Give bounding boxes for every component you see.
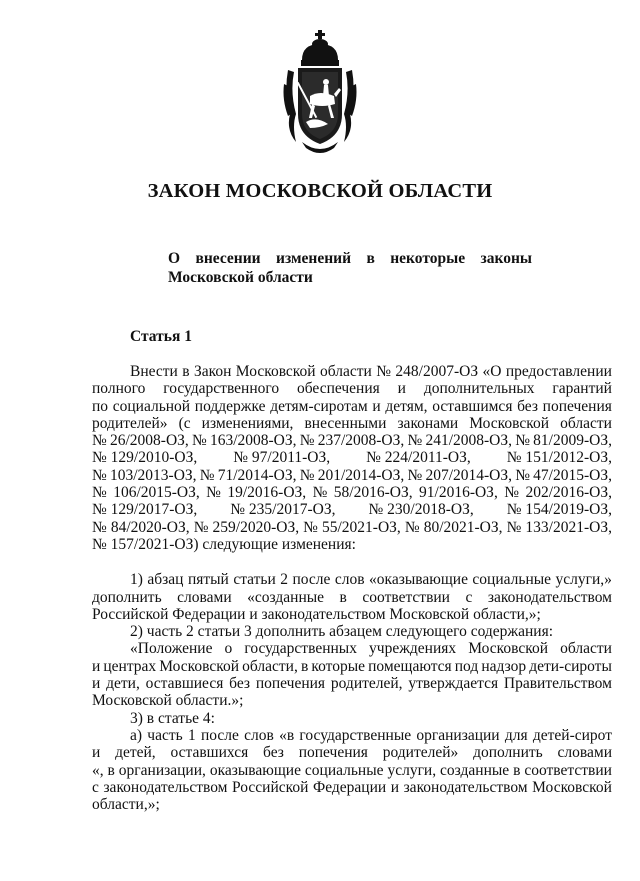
coat-of-arms-icon [282,30,358,156]
text-word: а) [130,726,143,744]
text-word: слов [334,571,365,589]
text-line [92,640,612,657]
text-line: № 157/2021-ОЗ) следующие изменения: [92,535,356,553]
text-word: словами [177,588,232,606]
subtitle-word: в [366,250,375,267]
text-line [92,571,612,588]
text-word: и [92,657,101,675]
article-body [92,363,612,813]
text-word: № [92,432,107,450]
text-word: Московской [532,778,612,796]
text-word: помещаются [368,657,452,675]
text-word: услуги,» [555,571,612,589]
text-line: Московской области.»; [92,692,244,710]
text-word: области [320,363,372,380]
text-word: № [404,518,420,536]
text-word: дополнительных [423,380,535,398]
text-word: в [339,588,347,606]
text-word: абзац [147,571,184,589]
text-word: 202/2016-ОЗ, [525,484,612,502]
text-word: № 151/2012-ОЗ, [506,449,612,467]
text-word: детей, [115,744,156,762]
text-word: и [92,675,101,693]
text-word: 1) [130,571,143,589]
text-word: дети, [106,675,140,693]
text-word: и [92,744,101,762]
subtitle-word: О [168,250,181,267]
paragraph-item-3a [92,727,612,813]
text-line [92,779,612,796]
text-word: оставшиеся [145,675,224,693]
text-word: слов [244,726,274,744]
text-word: № [299,432,315,450]
text-word: Правительством [503,675,612,693]
text-word: области [560,414,612,432]
text-line [92,589,612,606]
text-word: оставшимся [432,397,513,415]
text-word: родителей» [92,414,168,432]
text-word: № 97/2011-ОЗ, [233,449,331,467]
text-word: 201/2014-ОЗ, [317,466,405,484]
text-word: утверждается [408,675,499,693]
text-line [92,415,612,432]
paragraph-item-1 [92,571,612,623]
text-word: № [92,484,107,502]
text-word: под [454,657,479,675]
text-line [92,380,612,397]
text-word: по [92,397,109,415]
text-word: надзор [481,657,527,675]
text-word: организации, [118,761,206,779]
text-word: соответствии [524,761,612,779]
text-word: 241/2008-ОЗ, [425,432,512,450]
text-word: 103/2013-ОЗ, [109,466,197,484]
text-word: 71/2014-ОЗ, [217,466,297,484]
text-word: «О [482,363,502,380]
text-word: Московской [468,640,549,658]
text-line [92,363,612,380]
text-word: попечения [542,397,612,415]
text-word: № 129/2017-ОЗ, [92,501,198,519]
text-word: и [397,380,406,398]
law-subtitle [168,249,532,287]
text-word: дополнить [473,744,543,762]
text-word: № [199,466,215,484]
text-word: оставшихся [170,744,249,762]
text-word: попечения [255,675,326,693]
text-word: № [206,484,221,502]
text-word: организации [416,726,500,744]
text-word: 237/2008-ОЗ, [317,432,405,450]
text-word: «оказывающие [369,571,468,589]
item3a-lines [92,727,612,796]
paragraph-gap [92,553,612,571]
text-word: обеспечения [297,380,380,398]
text-word: № [515,432,530,450]
text-word: предоставлении [505,363,612,380]
text-word: 259/2020-ОЗ, [212,518,300,536]
subtitle-word: законы [480,250,532,267]
text-word: в [300,657,309,675]
text-word: социальные [304,761,384,779]
text-word: в [513,761,521,779]
text-word: с [92,778,99,796]
text-word: № 235/2017-ОЗ, [230,501,336,519]
text-word: услуги, [387,761,437,779]
text-word: после [200,726,239,744]
text-word: социальной [112,397,191,415]
text-line [92,744,612,761]
text-word: созданные [440,761,510,779]
text-word: 163/2008-ОЗ, [209,432,297,450]
text-word: центрах [103,657,157,675]
text-word: № 224/2011-ОЗ, [366,449,471,467]
text-word: внесенными [304,414,387,432]
text-word: детям, [385,397,428,415]
text-word: полного [92,380,146,398]
text-word: учреждениях [369,640,457,658]
text-word: в [182,363,190,380]
text-word: пятый [187,571,229,589]
text-word: 248/2007-ОЗ [395,363,479,380]
text-word: 55/2021-ОЗ, [322,518,401,536]
text-word: дополнить [92,588,162,606]
text-word: № [92,518,107,536]
text-line [92,484,612,501]
text-word: после [292,571,331,589]
text-word: Московской [235,363,316,380]
text-word: которые [311,657,365,675]
text-word: государственных [244,640,357,658]
text-word: «, [92,761,104,779]
text-word: законами [397,414,459,432]
paragraph-item-2: 2) часть 2 статьи 3 дополнить абзацем следующего содержания: [130,623,554,641]
text-word: 81/2009-ОЗ, [533,432,612,450]
text-word: области, [242,657,298,675]
text-word: Московской [469,414,550,432]
text-line [92,501,612,518]
text-word: 106/2015-ОЗ, [113,484,200,502]
paragraph-item-3: 3) в статье 4: [130,709,215,727]
text-word: и [390,778,400,796]
text-word: родителей, [330,675,403,693]
text-word: № [504,484,520,502]
text-word: без [229,675,251,693]
text-line [92,762,612,779]
text-word: 1 [187,726,196,744]
subtitle-line-2: Московской области [168,269,313,286]
text-word: законодательством [487,588,612,606]
subtitle-word: изменений [276,250,352,267]
text-word: дети-сироты [529,657,612,675]
text-word: и [372,397,381,415]
text-word: оказывающие [209,761,301,779]
paragraph-intro [92,363,612,553]
text-word: детям-сиротам [270,397,368,415]
text-word: «созданные [247,588,325,606]
text-word: изменениями, [201,414,294,432]
paragraph-quote [92,640,612,709]
text-word: № 129/2010-ОЗ, [92,449,198,467]
text-word: соответствии [362,588,450,606]
text-line [92,658,612,675]
text-word: № [303,518,318,536]
text-word: № [407,466,423,484]
text-line [92,519,612,536]
text-word: без [263,744,284,762]
text-word: № [515,466,530,484]
quote-lines [92,640,612,692]
subtitle-line-1 [168,249,532,268]
text-word: области [560,640,612,658]
text-word: без [517,397,538,415]
text-word: «Положение [130,640,213,658]
text-word: 80/2021-ОЗ, [423,518,503,536]
text-word: 84/2020-ОЗ, [110,518,190,536]
subtitle-word: некоторые [390,250,466,267]
text-line [92,398,612,415]
text-word: Закон [193,363,232,380]
text-line [92,432,612,449]
text-word: № [407,432,423,450]
text-word: 19/2016-ОЗ, [227,484,307,502]
text-word: (с [178,414,191,432]
text-word: 47/2015-ОЗ, [533,466,612,484]
text-word: законодательством [103,778,228,796]
article-heading: Статья 1 [130,328,192,345]
text-word: 207/2014-ОЗ, [425,466,512,484]
text-word: для [504,726,528,744]
text-word: гарантий [552,380,612,398]
text-word: № 230/2018-ОЗ, [368,501,474,519]
item1-lines [92,571,612,606]
text-word: законодательством [403,778,528,796]
text-word: 91/2016-ОЗ, [419,484,498,502]
text-word: 133/2021-ОЗ, [525,518,612,536]
law-title: ЗАКОН МОСКОВСКОЙ ОБЛАСТИ [147,180,493,202]
text-word: № [191,432,207,450]
subtitle-word: внесении [195,250,261,267]
text-word: государственного [163,380,280,398]
text-word: Московской [159,657,240,675]
text-word: № [312,484,328,502]
text-word: с [465,588,473,606]
text-word: Федерации [312,778,387,796]
text-word: № [92,466,107,484]
text-word: о [224,640,233,658]
text-word: 58/2016-ОЗ, [333,484,413,502]
text-word: № 154/2019-ОЗ, [506,501,612,519]
text-word: Российской [232,778,309,796]
text-word: детей-сирот [532,726,612,744]
text-word: «в [279,726,295,744]
text-line: области,»; [92,796,160,814]
text-word: Внести [130,363,178,380]
text-word: № [193,518,209,536]
text-word: родителей» [382,744,459,762]
text-line [92,727,612,744]
text-word: государственные [299,726,412,744]
text-word: 26/2008-ОЗ, [109,432,189,450]
intro-lines [92,363,612,536]
text-word: часть [147,726,183,744]
text-line [92,675,612,692]
text-word: попечения [298,744,368,762]
text-word: словами [557,744,612,762]
text-word: поддержке [194,397,266,415]
text-word: социальные [472,571,552,589]
text-word: статьи [233,571,276,589]
text-word: № [299,466,315,484]
text-word: 2 [280,571,289,589]
text-line [92,449,612,466]
text-word: в [107,761,115,779]
text-word: № [506,518,522,536]
text-word: № [376,363,392,380]
text-line [92,467,612,484]
text-line: Российской Федерации и законодательством Московской области,»; [92,605,541,623]
